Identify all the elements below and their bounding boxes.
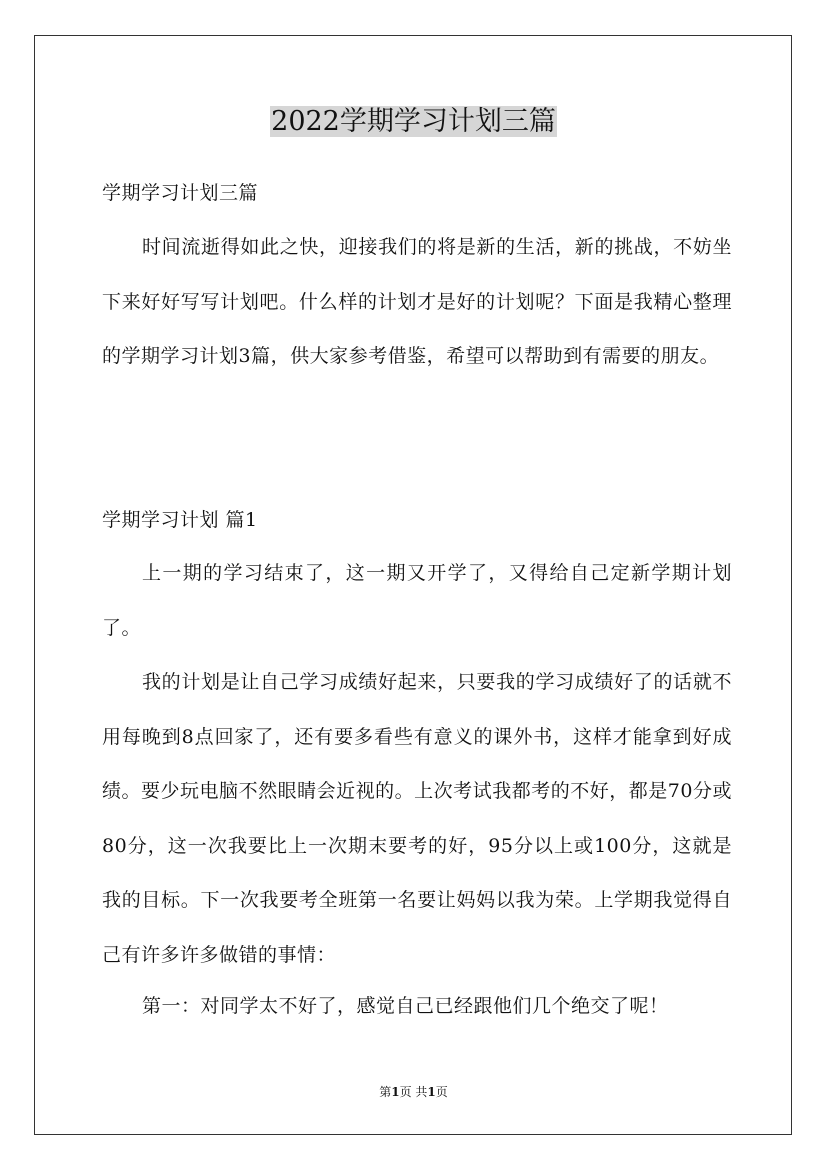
document-title: [0, 100, 827, 144]
footer-suffix: 页: [435, 1085, 448, 1099]
body-paragraph-3: 第一：对同学太不好了，感觉自己已经跟他们几个绝交了呢！: [142, 995, 669, 1017]
body-paragraph-1: 上一期的学习结束了，这一期又开学了，又得给自己定新学期计划了。: [102, 562, 732, 639]
document-subtitle: 学期学习计划三篇: [102, 182, 259, 204]
footer-mid: 页 共: [399, 1085, 428, 1099]
footer-prefix: 第: [379, 1085, 392, 1099]
footer-current-page: 1: [391, 1085, 400, 1099]
intro-paragraph: 时间流逝得如此之快，迎接我们的将是新的生活，新的挑战，不妨坐下来好好写写计划吧。什么样的计划才是好的计划呢？下面是我精心整理的学期学习计划3篇，供大家参考借鉴，希望可以帮助到有需要的朋友。: [102, 236, 732, 367]
document-title-text: 2022学期学习计划三篇: [271, 106, 556, 137]
section-heading: 学期学习计划 篇1: [102, 509, 258, 531]
page-footer: [0, 1083, 827, 1101]
body-paragraph-2: 我的计划是让自己学习成绩好起来，只要我的学习成绩好了的话就不用每晚到8点回家了，还有要多看些有意义的课外书，这样才能拿到好成绩。要少玩电脑不然眼睛会近视的。上次考试我都考的不好，都是70分或80分，这一次我要比上一次期末要考的好，95分以上或100分，这就是我的目标。下一次我要考全班第一名要让妈妈以我为荣。上学期我觉得自己有许多许多做错的事情：: [102, 671, 732, 966]
footer-total-pages: 1: [427, 1085, 436, 1099]
